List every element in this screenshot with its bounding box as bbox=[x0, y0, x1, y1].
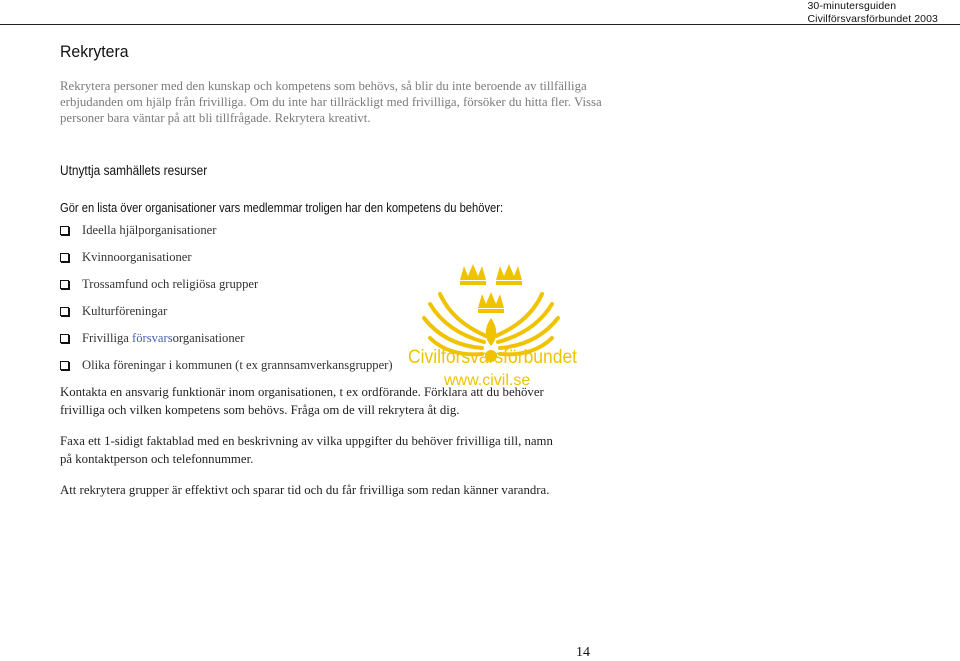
fax-paragraph: Faxa ett 1-sidigt faktablad med en beskrivning av vilka uppgifter du behöver frivilliga till, namn på kontaktperson och telefonnummer. bbox=[60, 434, 553, 466]
running-header bbox=[807, 0, 938, 26]
page-title: Rekrytera bbox=[60, 42, 129, 61]
list-item-text-start: Frivilliga bbox=[82, 331, 133, 345]
watermark-url: www.civil.se bbox=[444, 372, 531, 389]
checkbox-bullet-icon bbox=[60, 361, 69, 370]
checkbox-bullet-icon bbox=[60, 226, 69, 235]
checkbox-bullet-icon bbox=[60, 334, 69, 343]
header-divider bbox=[0, 24, 960, 25]
header-organisation: Civilförsvarsförbundet 2003 bbox=[807, 13, 938, 25]
list-item-text: Trossamfund och religiösa grupper bbox=[82, 277, 259, 291]
list-item-text: Olika föreningar i kommunen (t ex grannsamverkansgrupper) bbox=[82, 358, 393, 372]
page-number: 14 bbox=[576, 645, 590, 660]
intro-paragraph: Rekrytera personer med den kunskap och kompetens som behövs, så blir du inte beroende av tillfälliga erbjudanden om hjälp från frivilliga. Om du inte har tillräckligt med frivilliga, försöker du hitta fler. Vissa personer bara väntar på att bli tillfrågade. Rekrytera kreativt. bbox=[60, 79, 602, 125]
checkbox-bullet-icon bbox=[60, 307, 69, 316]
list-intro: Gör en lista över organisationer vars medlemmar troligen har den kompetens du behöver: bbox=[60, 200, 504, 215]
list-item-text-end: organisationer bbox=[172, 331, 245, 345]
highlighted-word: försvars bbox=[132, 331, 173, 345]
header-guide-name: 30-minutersguiden bbox=[807, 0, 897, 12]
watermark-organisation: Civilförsvarsförbundet bbox=[408, 347, 578, 368]
list-item-text: Ideella hjälporganisationer bbox=[82, 223, 217, 237]
list-item-text bbox=[82, 330, 244, 346]
checkbox-bullet-icon bbox=[60, 280, 69, 289]
list-item-text: Kulturföreningar bbox=[82, 304, 168, 318]
section-heading: Utnyttja samhällets resurser bbox=[60, 163, 208, 178]
groups-paragraph: Att rekrytera grupper är effektivt och sparar tid och du får frivilliga som redan känner varandra. bbox=[60, 483, 550, 497]
contact-paragraph: Kontakta en ansvarig funktionär inom organisationen, t ex ordförande. Förklara att du behöver frivilliga och vilken kompetens som behövs. Fråga om de vill rekrytera åt dig. bbox=[60, 385, 544, 417]
checkbox-bullet-icon bbox=[60, 253, 69, 262]
list-item-text: Kvinnoorganisationer bbox=[82, 250, 192, 264]
